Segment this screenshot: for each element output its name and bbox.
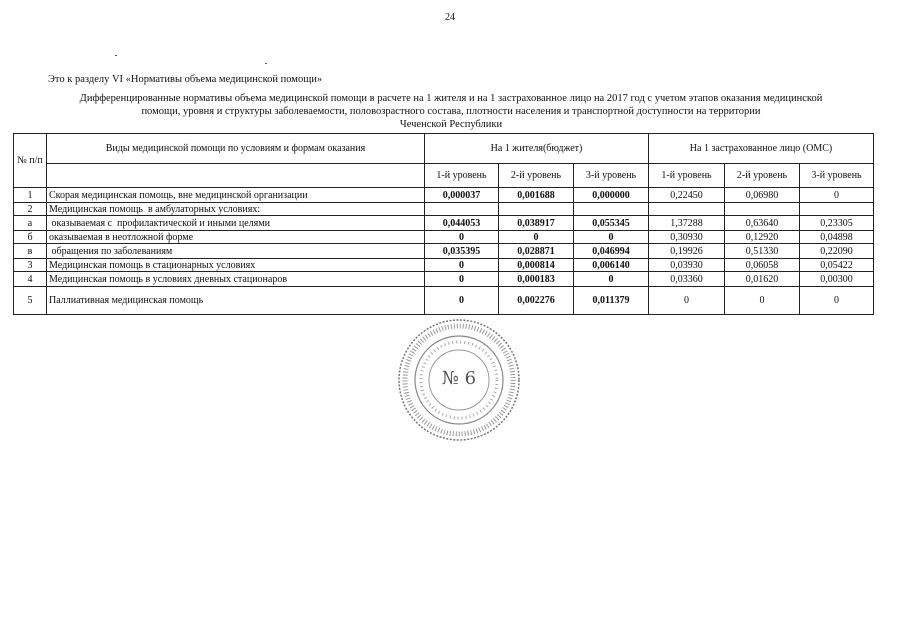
row-type: Медицинская помощь в амбулаторных условиях: xyxy=(47,203,425,216)
oms-value xyxy=(649,203,725,216)
oms-value xyxy=(725,203,800,216)
stamp-number: № 6 xyxy=(441,368,477,389)
budget-value: 0,000814 xyxy=(499,259,574,272)
row-type: Паллиативная медицинская помощь xyxy=(47,287,425,315)
table-row xyxy=(14,231,874,244)
budget-value: 0,002276 xyxy=(499,287,574,315)
oms-value: 0 xyxy=(649,287,725,315)
title-line: помощи, уровня и структуры заболеваемости, половозрастного состава, плотности населения и транспортной доступности на территории xyxy=(141,106,761,117)
row-num: а xyxy=(14,216,47,231)
section-reference: Это к разделу VI «Нормативы объема медицинской помощи» xyxy=(48,74,323,85)
table-row xyxy=(14,259,874,272)
title-line: Чеченской Республики xyxy=(399,119,503,130)
budget-value: 0,000037 xyxy=(425,188,499,203)
oms-value: 0,03360 xyxy=(649,272,725,287)
oms-value: 0,12920 xyxy=(725,231,800,244)
budget-value xyxy=(499,203,574,216)
scan-speck xyxy=(265,63,267,64)
header-level: 1-й уровень xyxy=(649,164,725,188)
budget-value xyxy=(574,203,649,216)
oms-value: 0,23305 xyxy=(800,216,874,231)
row-num: в xyxy=(14,244,47,259)
oms-value: 0,19926 xyxy=(649,244,725,259)
oms-value: 0,01620 xyxy=(725,272,800,287)
budget-value: 0 xyxy=(425,231,499,244)
budget-value: 0 xyxy=(574,231,649,244)
row-type: оказываемая с профилактической и иными целями xyxy=(47,216,425,231)
oms-value: 0,04898 xyxy=(800,231,874,244)
row-num: б xyxy=(14,231,47,244)
header-level: 2-й уровень xyxy=(725,164,800,188)
row-type: обращения по заболеваниям xyxy=(47,244,425,259)
table-row xyxy=(14,203,874,216)
table-row xyxy=(14,188,874,203)
budget-value: 0,000000 xyxy=(574,188,649,203)
table-row xyxy=(14,272,874,287)
header-budget: На 1 жителя(бюджет) xyxy=(425,134,649,164)
row-num: 4 xyxy=(14,272,47,287)
page-number: 24 xyxy=(445,12,455,23)
header-type: Виды медицинской помощи по условиям и формам оказания xyxy=(47,134,425,164)
header-num: № п/п xyxy=(14,134,47,188)
header-oms: На 1 застрахованное лицо (ОМС) xyxy=(649,134,874,164)
scan-speck xyxy=(115,55,117,56)
budget-value: 0 xyxy=(425,259,499,272)
header-type-empty xyxy=(47,164,425,188)
table-row xyxy=(14,216,874,231)
header-level: 1-й уровень xyxy=(425,164,499,188)
document-title xyxy=(20,92,882,131)
table-row xyxy=(14,244,874,259)
oms-value: 0,51330 xyxy=(725,244,800,259)
oms-value: 0,00300 xyxy=(800,272,874,287)
header-level: 2-й уровень xyxy=(499,164,574,188)
budget-value: 0,000183 xyxy=(499,272,574,287)
row-type: Медицинская помощь в стационарных условиях xyxy=(47,259,425,272)
oms-value: 0,05422 xyxy=(800,259,874,272)
budget-value: 0,011379 xyxy=(574,287,649,315)
budget-value: 0,001688 xyxy=(499,188,574,203)
budget-value: 0 xyxy=(574,272,649,287)
oms-value: 0,03930 xyxy=(649,259,725,272)
budget-value: 0 xyxy=(425,272,499,287)
round-stamp xyxy=(395,316,523,444)
oms-value: 0 xyxy=(800,188,874,203)
budget-value: 0,028871 xyxy=(499,244,574,259)
oms-value: 0,30930 xyxy=(649,231,725,244)
norms-table xyxy=(13,133,874,315)
table-row xyxy=(14,287,874,315)
oms-value: 0,22450 xyxy=(649,188,725,203)
oms-value: 1,37288 xyxy=(649,216,725,231)
row-num: 2 xyxy=(14,203,47,216)
oms-value xyxy=(800,203,874,216)
oms-value: 0 xyxy=(800,287,874,315)
row-num: 3 xyxy=(14,259,47,272)
budget-value: 0 xyxy=(499,231,574,244)
row-type: Скорая медицинская помощь, вне медицинской организации xyxy=(47,188,425,203)
oms-value: 0,63640 xyxy=(725,216,800,231)
budget-value: 0,046994 xyxy=(574,244,649,259)
title-line: Дифференцированные нормативы объема медицинской помощи в расчете на 1 жителя и на 1 застрахованное лицо на 2017 год с учетом этапов оказания медицинской xyxy=(79,93,823,104)
budget-value: 0,006140 xyxy=(574,259,649,272)
row-num: 1 xyxy=(14,188,47,203)
oms-value: 0,22090 xyxy=(800,244,874,259)
row-type: оказываемая в неотложной форме xyxy=(47,231,425,244)
row-num: 5 xyxy=(14,287,47,315)
oms-value: 0 xyxy=(725,287,800,315)
budget-value: 0,055345 xyxy=(574,216,649,231)
budget-value: 0,044053 xyxy=(425,216,499,231)
budget-value xyxy=(425,203,499,216)
row-type: Медицинская помощь в условиях дневных стационаров xyxy=(47,272,425,287)
oms-value: 0,06058 xyxy=(725,259,800,272)
budget-value: 0,038917 xyxy=(499,216,574,231)
budget-value: 0 xyxy=(425,287,499,315)
oms-value: 0,06980 xyxy=(725,188,800,203)
header-level: 3-й уровень xyxy=(800,164,874,188)
header-level: 3-й уровень xyxy=(574,164,649,188)
budget-value: 0,035395 xyxy=(425,244,499,259)
